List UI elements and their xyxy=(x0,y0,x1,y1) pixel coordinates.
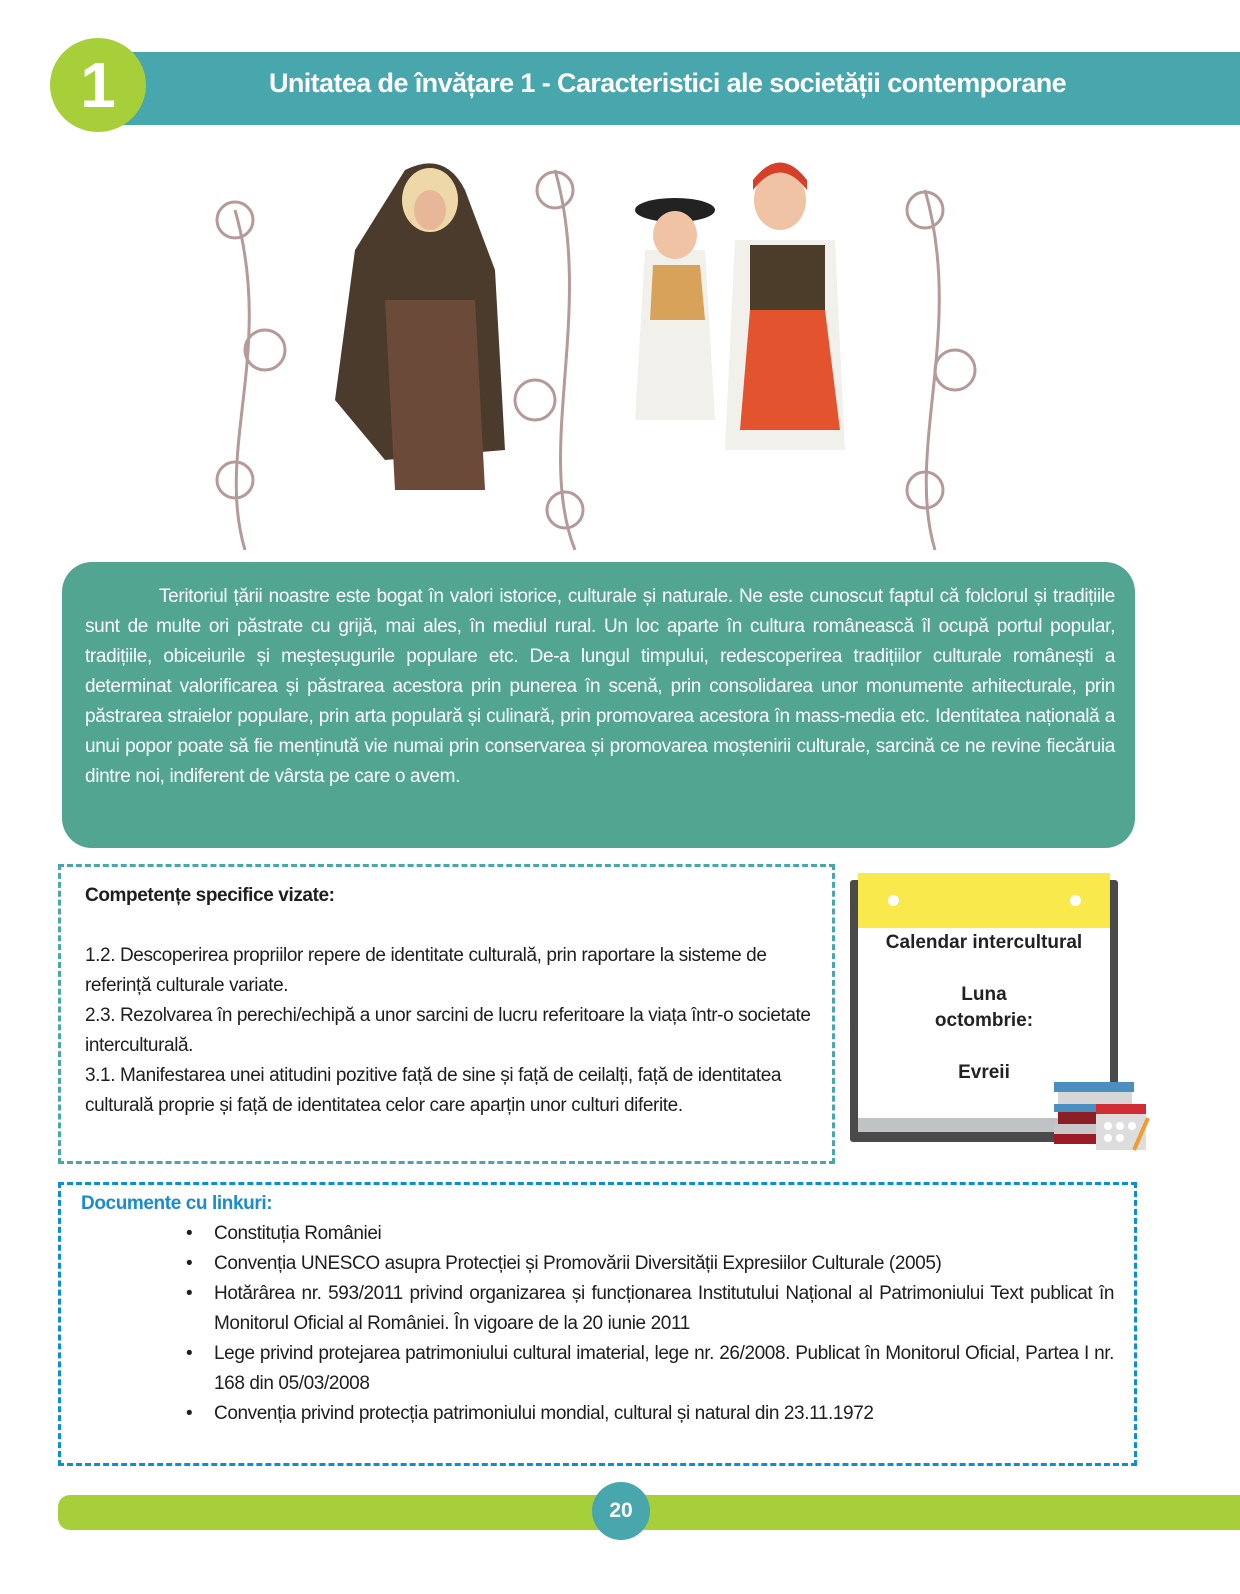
calendar-value: Evreii xyxy=(958,1062,1010,1083)
unit-number-badge: 1 xyxy=(50,38,146,132)
competences-title: Competențe specifice vizate: xyxy=(85,885,335,906)
page-title: Unitatea de învățare 1 - Caracteristici ale societății contemporane xyxy=(268,68,1067,98)
books-calendar-icon xyxy=(1052,1078,1152,1154)
documents-box xyxy=(58,1182,1137,1466)
calendar-header xyxy=(858,873,1110,928)
competence-item: 1.2. Descoperirea propriilor repere de identitate culturală, prin raportare la sisteme de referință culturale variate. xyxy=(85,945,767,996)
page-number: 20 xyxy=(592,1482,650,1540)
document-link[interactable]: • Convenția privind protecția patrimoniului mondial, cultural și natural din 23.11.1972 xyxy=(186,1399,1114,1429)
document-link[interactable]: • Convenția UNESCO asupra Protecției și Promovării Diversității Expresiilor Culturale (2005) xyxy=(186,1249,1114,1279)
competence-item: 3.1. Manifestarea unei atitudini pozitive față de sine și față de ceilalți, față de identitatea culturală proprie și față de identitatea celor care aparțin unor culturi diferite. xyxy=(85,1065,782,1116)
intro-paragraph: Teritoriul țării noastre este bogat în valori istorice, culturale și naturale. Ne este cunoscut faptul că folclorul și tradițiile sunt de multe ori păstrate cu grijă, mai ales, în mediul rural. Un loc aparte în cultura românească îl ocupă portul popular, tradițiile, obiceiurile și meșteșugurile populare etc. De-a lungul timpului, redescoperirea tradițiilor culturale românești a determinat valorificarea și păstrarea acestora prin punerea în scenă, prin consolidarea unor monumente arhitecturale, prin păstrarea straielor populare, prin arta populară și culinară, prin promovarea acestora în mass-media etc. Identitatea națională a unui popor poate să fie menținută vie numai prin conservarea și promovarea moștenirii culturale, sarcină ce ne revine fiecăruia dintre noi, indiferent de vârsta pe care o avem. xyxy=(62,562,1135,848)
competences-box xyxy=(58,864,835,1164)
document-link[interactable]: • Lege privind protejarea patrimoniului cultural imaterial, lege nr. 26/2008. Publicat în Monitorul Oficial, Partea I nr. 168 din 05/03/2008 xyxy=(186,1339,1114,1399)
document-link[interactable]: • Constituția României xyxy=(186,1219,1114,1249)
calendar-month-line2: octombrie: xyxy=(934,1010,1034,1031)
calendar-title: Calendar intercultural xyxy=(885,932,1083,953)
document-link[interactable]: • Hotărârea nr. 593/2011 privind organizarea și funcționarea Institutului Național al Patrimoniului Text publicat în Monitorul Oficial al României. În vigoare de la 20 iunie 2011 xyxy=(186,1279,1114,1339)
calendar-month-line1: Luna xyxy=(961,984,1007,1005)
folk-costume-illustration xyxy=(205,150,1005,560)
competence-item: 2.3. Rezolvarea în perechi/echipă a unor sarcini de lucru referitoare la viața într-o societate interculturală. xyxy=(85,1005,811,1056)
documents-title: Documente cu linkuri: xyxy=(81,1193,273,1214)
documents-list xyxy=(186,1219,1114,1429)
